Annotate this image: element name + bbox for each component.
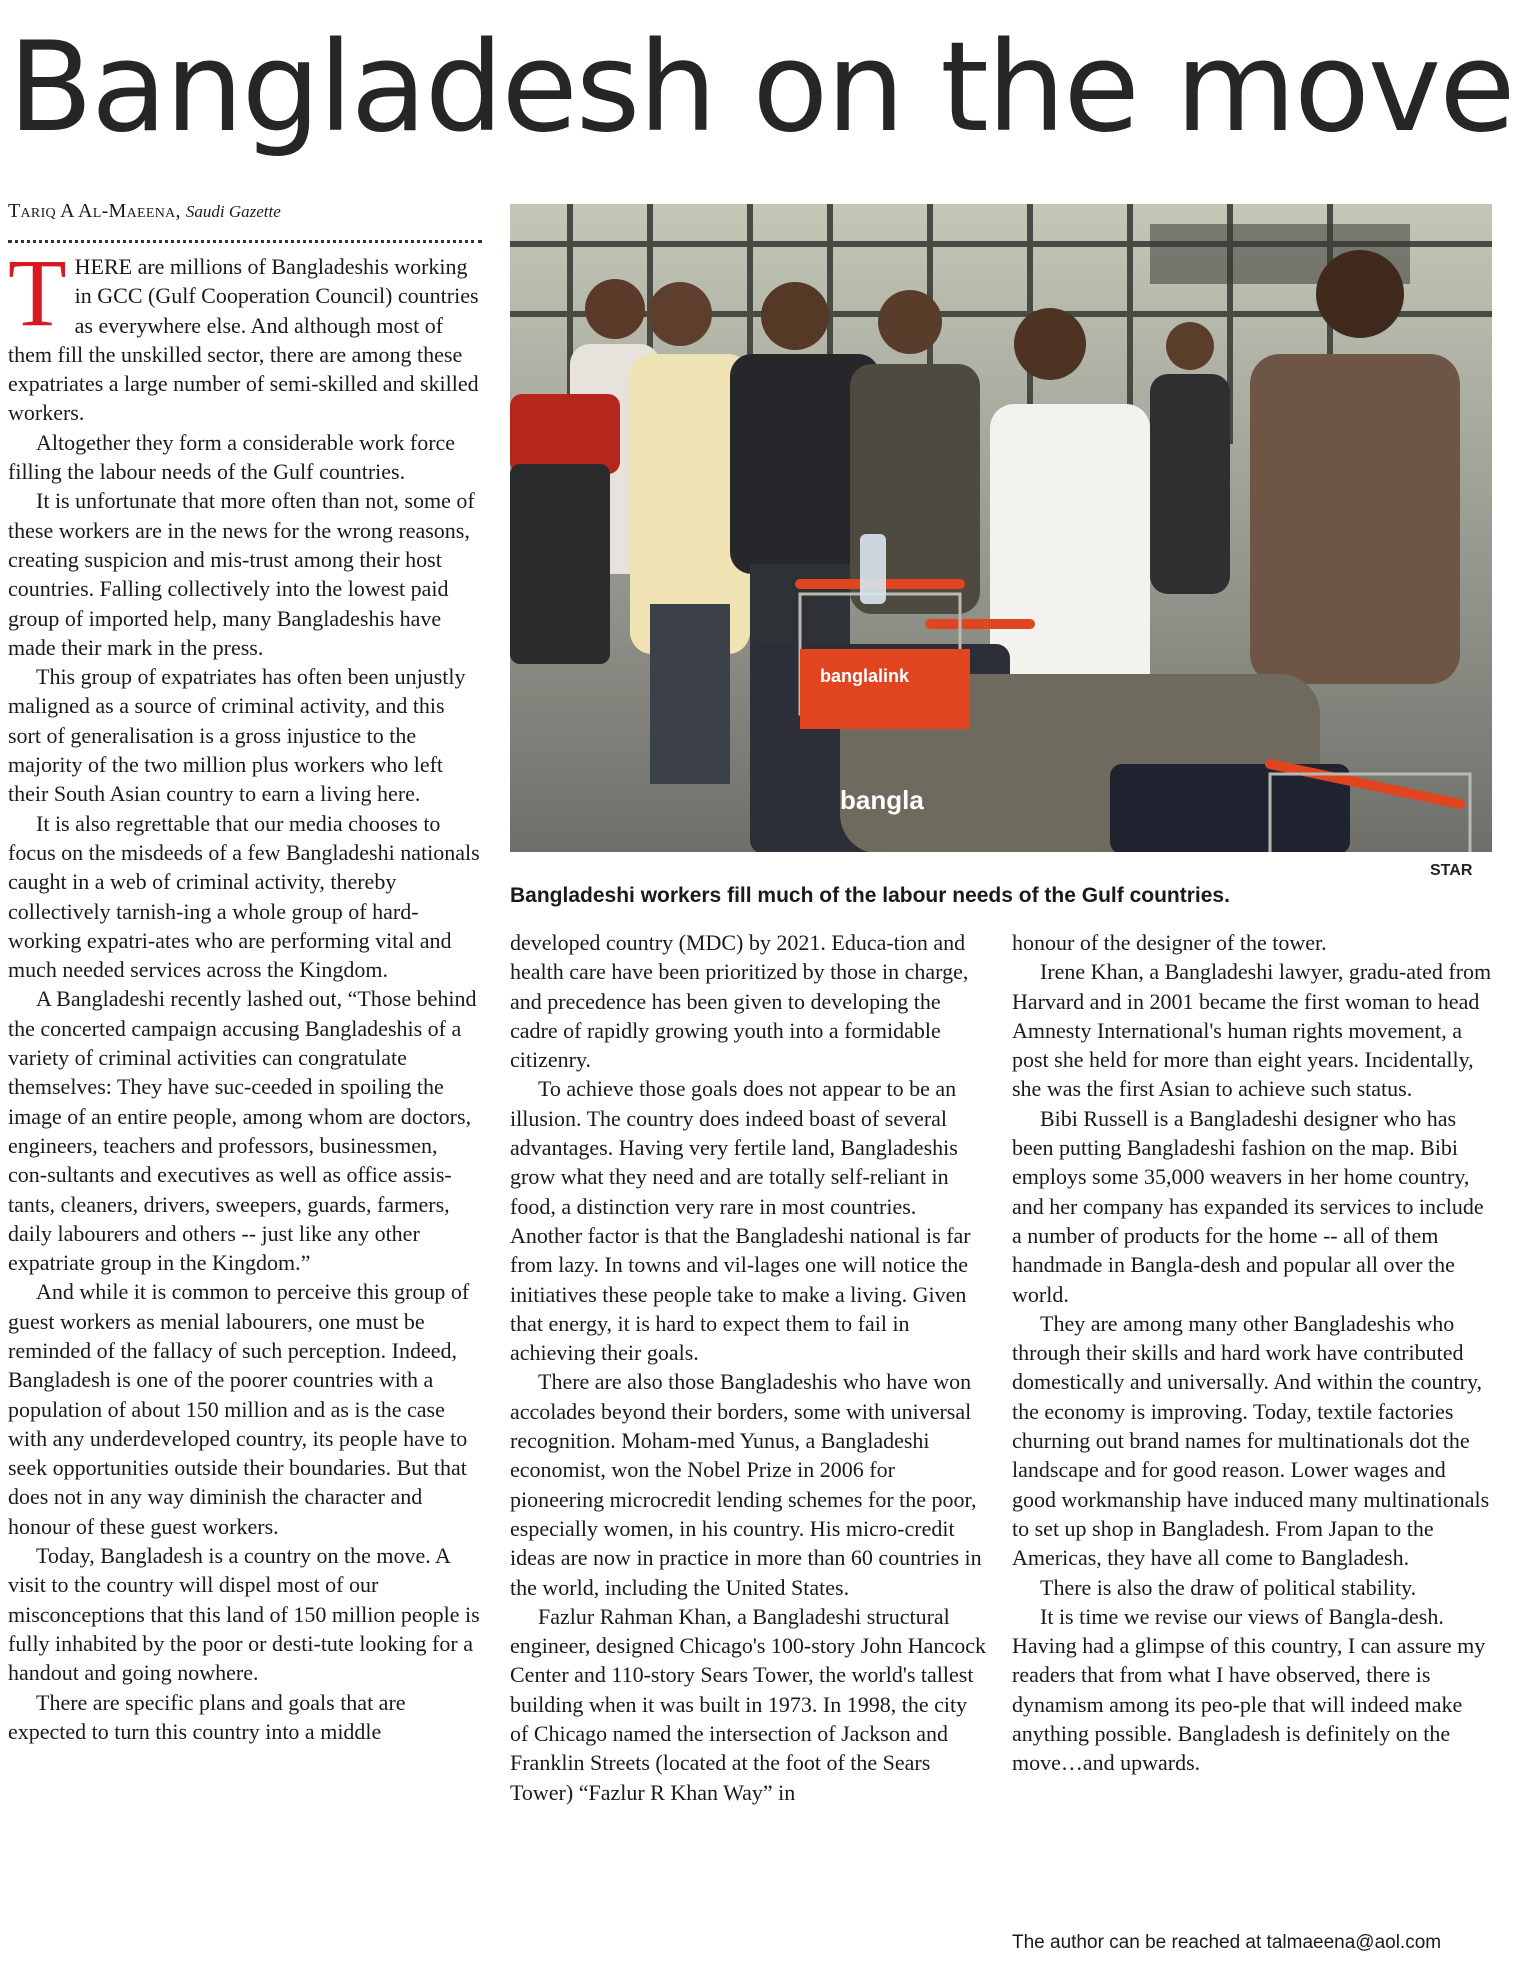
paragraph: Today, Bangladesh is a country on the move. A visit to the country will dispel most of our misconceptions that this land of 150 million people is fully inhabited by the poor or desti-tute looking for a handout and going nowhere. bbox=[8, 1543, 480, 1686]
paragraph: It is also regrettable that our media chooses to focus on the misdeeds of a few Bangladeshi nationals caught in a web of criminal activity, thereby collectively tarnish-ing a whole group of hard-working expatri-ates who are performing vital and much needed services across the Kingdom. bbox=[8, 810, 480, 983]
photo-caption: Bangladeshi workers fill much of the labour needs of the Gulf countries. bbox=[510, 884, 1230, 907]
paragraph: And while it is common to perceive this group of guest workers as menial labourers, one must be reminded of the fallacy of such perception. Indeed, Bangladesh is one of the poorer countries with a population of about 150 million and as is the case with any underdeveloped country, its people have to seek opportunities outside their boundaries. But that does not in any way diminish the character and honour of these guest workers. bbox=[8, 1279, 470, 1539]
headline: Bangladesh on the move bbox=[8, 16, 1514, 160]
banglalink-panel bbox=[800, 649, 970, 729]
paragraph: There are specific plans and goals that are expected to turn this country into a middle bbox=[8, 1689, 406, 1744]
paragraph: This group of expatriates has often been unjustly maligned as a source of criminal activity, and this sort of generalisation is a gross injustice to the majority of the two million plus workers who left their South Asian country to earn a living here. bbox=[8, 664, 466, 807]
paragraph: To achieve those goals does not appear to be an illusion. The country does indeed boast of several advantages. Having very fertile land, Bangladeshis grow what they need and are totally self-reliant in food, a distinction very rare in most countries. Another factor is that the Bangladeshi national is far from lazy. In towns and vil-lages one will notice the initiatives these people take to make a living. Given that energy, it is hard to expect them to fail in achieving their goals. bbox=[510, 1076, 971, 1366]
paragraph: Bibi Russell is a Bangladeshi designer who has been putting Bangladeshi fashion on the map. Bibi employs some 35,000 weavers in her home country, and her company has expanded its services to include a number of products for the home -- all of them handmade in Bangla-desh and popular all over the world. bbox=[1012, 1105, 1484, 1307]
publication-name: Saudi Gazette bbox=[185, 202, 281, 221]
paragraph: It is unfortunate that more often than not, some of these workers are in the news for the wrong reasons, creating suspicion and mis-trust among their host countries. Falling collectively into the lowest paid group of imported help, many Bangladeshis have made their mark in the press. bbox=[8, 488, 475, 660]
article-column-3 bbox=[1012, 928, 1492, 1778]
paragraph: HERE are millions of Bangladeshis working in GCC (Gulf Cooperation Council) countries as everywhere else. And although most of them fill the unskilled sector, there are among these expatriates a large number of semi-skilled and skilled workers. bbox=[8, 254, 479, 426]
paragraph: It is time we revise our views of Bangla-desh. Having had a glimpse of this country, I can assure my readers that from what I have observed, there is dynamism among its peo-ple that will indeed make anything possible. Bangladesh is definitely on the move…and upwards. bbox=[1012, 1603, 1486, 1776]
news-photo bbox=[510, 204, 1492, 852]
author-name: Tariq A Al-Maeena, bbox=[8, 200, 181, 222]
byline bbox=[8, 198, 480, 225]
author-contact: The author can be reached at talmaeena@aol.com bbox=[1012, 1932, 1442, 1953]
article-column-1 bbox=[8, 239, 480, 1746]
paragraph: They are among many other Bangladeshis who through their skills and hard work have contributed domestically and universally. And within the country, the economy is improving. Today, textile factories churning out brand names for multinationals dot the landscape and for good reason. Lower wages and good workmanship have induced many multinationals to set up shop in Bangladesh. From Japan to the Americas, they have all come to Bangladesh. bbox=[1012, 1310, 1490, 1571]
paragraph: There are also those Bangladeshis who have won accolades beyond their borders, some with universal recognition. Moham-med Yunus, a Bangladeshi economist, won the Nobel Prize in 2006 for pioneering microcredit lending schemes for the poor, especially women, in his country. His micro-credit ideas are now in practice in more than 60 countries in the world, including the United States. bbox=[510, 1369, 982, 1600]
paragraph: There is also the draw of political stability. bbox=[1040, 1574, 1417, 1600]
paragraph: Fazlur Rahman Khan, a Bangladeshi structural engineer, designed Chicago's 100-story John Hancock Center and 110-story Sears Tower, the world's tallest building when it was built in 1973. In 1998, the city of Chicago named the intersection of Jackson and Franklin Streets (located at the foot of the Sears Tower) “Fazlur R Khan Way” in bbox=[510, 1603, 986, 1805]
paragraph: Irene Khan, a Bangladeshi lawyer, gradu-ated from Harvard and in 2001 became the first woman to head Amnesty International's human rights movement, a post she held for more than eight years. Incidentally, she was the first Asian to achieve such status. bbox=[1012, 959, 1492, 1102]
drop-cap: T bbox=[8, 239, 67, 346]
byline-divider bbox=[8, 240, 482, 243]
bangla-bag-label: bangla bbox=[840, 785, 924, 815]
paragraph: A Bangladeshi recently lashed out, “Those behind the concerted campaign accusing Bangladeshis of a variety of criminal activities can congratulate themselves: They have suc-ceeded in spoiling the image of an entire people, among whom are doctors, engineers, teachers and professors, businessmen, con-sultants and executives as well as office assis-tants, cleaners, drivers, sweepers, guards, farmers, daily labourers and others -- just like any other expatriate group in the Kingdom.” bbox=[8, 986, 477, 1276]
paragraph: developed country (MDC) by 2021. Educa-tion and health care have been prioritized by those in charge, and precedence has been given to developing the cadre of rapidly growing youth into a formidable citizenry. bbox=[510, 930, 969, 1073]
paragraph: Altogether they form a considerable work force filling the labour needs of the Gulf countries. bbox=[8, 429, 456, 485]
banglalink-label: banglalink bbox=[820, 666, 910, 686]
article-column-2 bbox=[510, 928, 988, 1807]
photo-credit: STAR bbox=[1430, 862, 1473, 879]
water-bottle bbox=[860, 534, 886, 604]
paragraph: honour of the designer of the tower. bbox=[1012, 930, 1327, 955]
